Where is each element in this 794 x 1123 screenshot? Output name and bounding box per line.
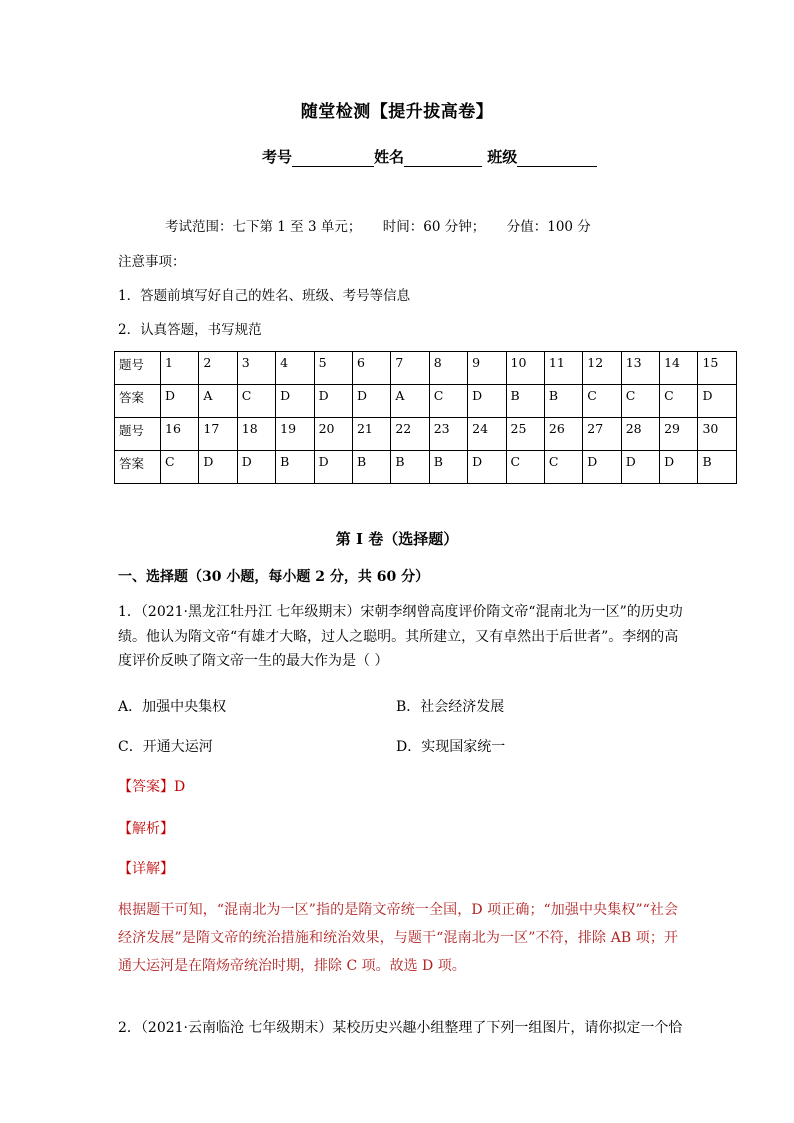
question-number-cell: 30	[698, 418, 737, 451]
answer-cell: D	[161, 385, 199, 418]
page-title: 随堂检测【提升拔高卷】	[300, 102, 494, 122]
exam-scope: 考试范围：七下第 1 至 3 单元； 时间：60 分钟； 分值：100 分	[165, 219, 591, 235]
notes-heading: 注意事项：	[118, 254, 186, 270]
answer-table	[114, 351, 737, 484]
question-number-cell: 13	[621, 352, 659, 385]
answer-row	[115, 385, 737, 418]
question-1-stem: 1．（2021·黑龙江牡丹江 七年级期末）宋朝李纲曾高度评价隋文帝“混南北为一区”的历史功绩。他认为隋文帝“有雄才大略，过人之聪明。其所建立，又有卓然出于后世者”。李纲的高度评价反映了隋文帝一生的最大作为是（ ）	[118, 604, 683, 669]
answer-label: 【答案】D	[118, 779, 186, 795]
question-number-cell: 8	[429, 352, 467, 385]
detail-label: 【详解】	[118, 861, 174, 877]
class-label: 班级	[487, 148, 518, 166]
answer-cell: B	[391, 451, 429, 484]
answer-cell: C	[506, 451, 544, 484]
question-number-cell: 17	[199, 418, 237, 451]
note-item: 1．答题前填写好自己的姓名、班级、考号等信息	[118, 288, 411, 304]
answer-cell: D	[621, 451, 659, 484]
option-b: B．社会经济发展	[396, 699, 505, 715]
answer-cell: D	[237, 451, 275, 484]
answer-cell: C	[544, 451, 582, 484]
question-number-cell: 5	[314, 352, 352, 385]
answer-cell: B	[429, 451, 467, 484]
question-number-cell: 9	[468, 352, 506, 385]
answer-cell: B	[544, 385, 582, 418]
question-2-stem: 2．（2021·云南临沧 七年级期末）某校历史兴趣小组整理了下列一组图片，请你拟定一个恰	[118, 1020, 683, 1036]
question-number-cell: 16	[161, 418, 199, 451]
answer-cell: C	[660, 385, 698, 418]
answer-cell: B	[698, 451, 737, 484]
question-number-cell: 24	[468, 418, 506, 451]
answer-cell: C	[621, 385, 659, 418]
name-blank[interactable]	[404, 150, 482, 167]
question-number-cell: 3	[237, 352, 275, 385]
note-item: 2．认真答题，书写规范	[118, 322, 262, 338]
answer-cell: A	[199, 385, 237, 418]
question-number-header: 题号	[115, 418, 161, 451]
question-number-cell: 22	[391, 418, 429, 451]
name-label: 姓名	[374, 148, 405, 166]
question-number-cell: 7	[391, 352, 429, 385]
analysis-label: 【解析】	[118, 821, 174, 837]
answer-row	[115, 451, 737, 484]
answer-cell: C	[583, 385, 621, 418]
answer-cell: C	[161, 451, 199, 484]
option-a: A．加强中央集权	[118, 699, 227, 715]
question-number-cell: 10	[506, 352, 544, 385]
question-number-cell: 21	[352, 418, 390, 451]
class-blank[interactable]	[517, 150, 597, 167]
question-number-cell: 27	[583, 418, 621, 451]
question-number-row	[115, 352, 737, 385]
answer-cell: D	[199, 451, 237, 484]
option-c: C．开通大运河	[118, 739, 213, 755]
question-number-cell: 19	[276, 418, 314, 451]
question-number-cell: 14	[660, 352, 698, 385]
answer-cell: A	[391, 385, 429, 418]
option-d: D．实现国家统一	[396, 739, 506, 755]
answer-cell: D	[276, 385, 314, 418]
answer-cell: D	[468, 451, 506, 484]
exam-no-label: 考号	[262, 148, 293, 166]
question-number-cell: 23	[429, 418, 467, 451]
question-number-cell: 2	[199, 352, 237, 385]
section-title: 一、选择题（30 小题，每小题 2 分，共 60 分）	[118, 569, 430, 585]
answer-cell: D	[352, 385, 390, 418]
question-number-cell: 12	[583, 352, 621, 385]
answer-cell: D	[660, 451, 698, 484]
question-number-cell: 25	[506, 418, 544, 451]
answer-cell: D	[468, 385, 506, 418]
answer-cell: C	[237, 385, 275, 418]
question-number-cell: 28	[621, 418, 659, 451]
answer-cell: B	[506, 385, 544, 418]
answer-header: 答案	[115, 385, 161, 418]
question-number-cell: 18	[237, 418, 275, 451]
answer-cell: B	[352, 451, 390, 484]
answer-cell: D	[583, 451, 621, 484]
answer-header: 答案	[115, 451, 161, 484]
answer-cell: C	[429, 385, 467, 418]
volume-title: 第 I 卷（选择题）	[335, 530, 459, 548]
question-number-cell: 29	[660, 418, 698, 451]
question-number-cell: 11	[544, 352, 582, 385]
answer-cell: D	[698, 385, 737, 418]
question-number-cell: 26	[544, 418, 582, 451]
question-number-cell: 20	[314, 418, 352, 451]
question-number-cell: 1	[161, 352, 199, 385]
question-number-cell: 4	[276, 352, 314, 385]
question-number-row	[115, 418, 737, 451]
explanation-text: 根据题干可知，“混南北为一区”指的是隋文帝统一全国，D 项正确；“加强中央集权”“社会经济发展”是隋文帝的统治措施和统治效果，与题干“混南北为一区”不符，排除 AB 项；开通大运河是在隋炀帝统治时期，排除 C 项。故选 D 项。	[118, 902, 678, 974]
answer-cell: D	[314, 385, 352, 418]
student-info-line	[262, 146, 597, 167]
answer-cell: D	[314, 451, 352, 484]
question-number-header: 题号	[115, 352, 161, 385]
question-number-cell: 15	[698, 352, 737, 385]
exam-no-blank[interactable]	[292, 150, 374, 167]
question-number-cell: 6	[352, 352, 390, 385]
answer-cell: B	[276, 451, 314, 484]
